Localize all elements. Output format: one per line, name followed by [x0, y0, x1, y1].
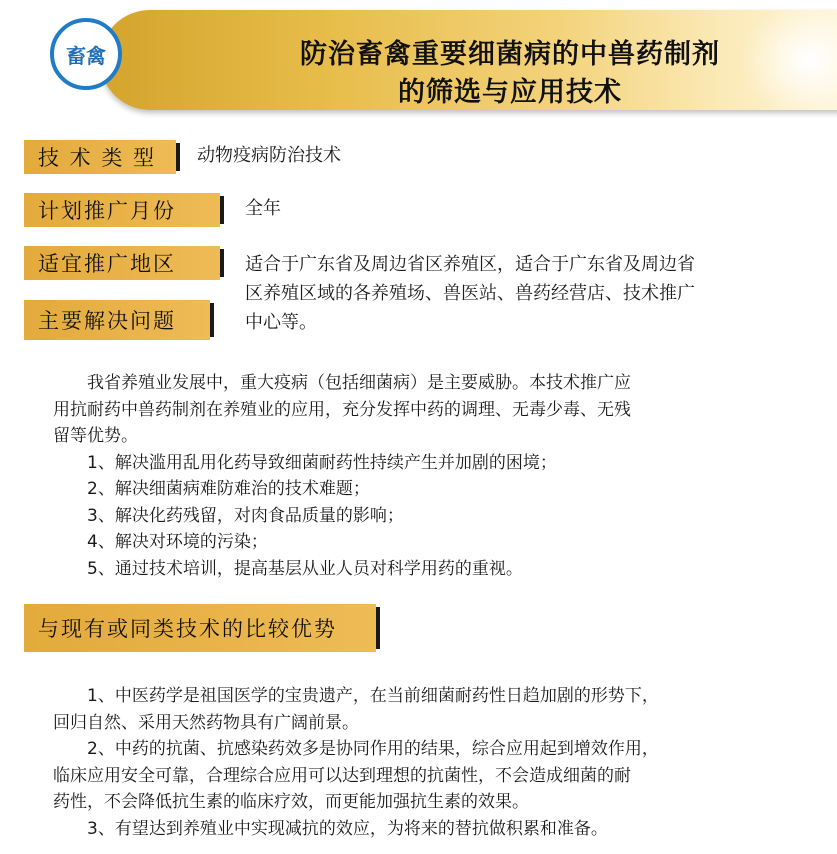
- region-line: 中心等。: [245, 312, 317, 333]
- problem-item: 1、解决滥用乱用化药导致细菌耐药性持续产生并加剧的困境；: [87, 452, 557, 473]
- advantage-line: 1、中医药学是祖国医学的宝贵遗产，在当前细菌耐药性日趋加剧的形势下，: [87, 686, 659, 706]
- label-tech-type: 技 术 类 型: [24, 140, 176, 174]
- problem-item: 2、解决细菌病难防难治的技术难题；: [87, 479, 370, 499]
- value-tech-type: 动物疫病防治技术: [197, 145, 341, 166]
- problem-intro-line: 用抗耐药中兽药制剂在养殖业的应用，充分发挥中药的调理、无毒少毒、无残: [53, 399, 631, 420]
- region-line: 适合于广东省及周边省区养殖区，适合于广东省及周边省: [245, 254, 695, 275]
- problem-intro-line: 留等优势。: [53, 426, 138, 446]
- problem-item: 4、解决对环境的污染；: [87, 532, 268, 552]
- advantage-line: 3、有望达到养殖业中实现减抗的效应，为将来的替抗做积累和准备。: [87, 818, 608, 839]
- advantage-line: 药性，不会降低抗生素的临床疗效，而更能加强抗生素的效果。: [53, 792, 529, 812]
- label-promo-region: 适宜推广地区: [24, 246, 220, 280]
- advantage-line: 2、中药的抗菌、抗感染药效多是协同作用的结果，综合应用起到增效作用，: [87, 739, 659, 759]
- region-line: 区养殖区域的各养殖场、兽医站、兽药经营店、技术推广: [245, 283, 695, 304]
- label-promo-month: 计划推广月份: [24, 193, 220, 227]
- advantages-section: [53, 683, 828, 842]
- value-promo-month: 全年: [245, 198, 281, 219]
- problem-item: 3、解决化药残留，对肉食品质量的影响；: [87, 505, 404, 526]
- page-title: [210, 36, 810, 110]
- title-line-2: 的筛选与应用技术: [398, 77, 622, 108]
- problem-intro-line: 我省养殖业发展中，重大疫病（包括细菌病）是主要威胁。本技术推广应: [87, 373, 631, 393]
- problems-section: [53, 370, 823, 582]
- title-line-1: 防治畜禽重要细菌病的中兽药制剂: [300, 39, 720, 70]
- category-badge: [50, 18, 122, 90]
- problem-item: 5、通过技术培训，提高基层从业人员对科学用药的重视。: [87, 558, 523, 579]
- value-promo-region: [245, 250, 825, 337]
- label-advantages: 与现有或同类技术的比较优势: [24, 604, 376, 652]
- advantage-line: 回归自然、采用天然药物具有广阔前景。: [53, 712, 359, 733]
- advantage-line: 临床应用安全可靠，合理综合应用可以达到理想的抗菌性，不会造成细菌的耐: [53, 765, 631, 786]
- label-main-problem: 主要解决问题: [24, 300, 210, 340]
- title-banner: [100, 10, 837, 110]
- badge-text: 畜禽: [66, 43, 106, 68]
